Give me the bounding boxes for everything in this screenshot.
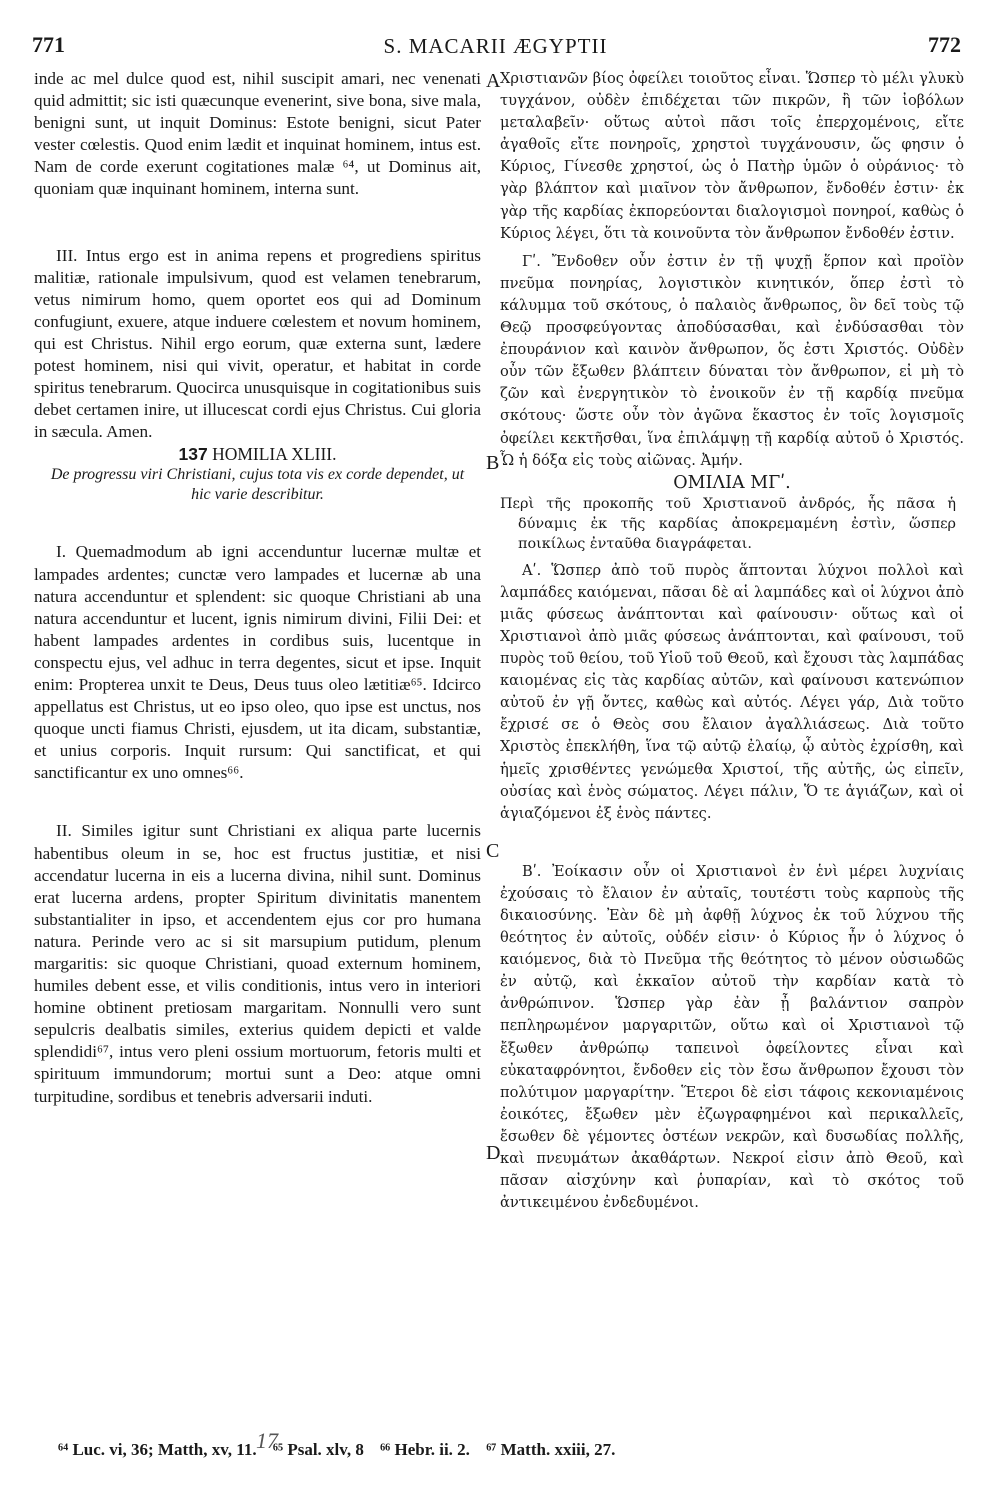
latin-paragraph-1: inde ac mel dulce quod est, nihil suscipit amari, nec venenati quid admittit; sic isti quæcunque evenerint, sive bona, sive mala, benigni sunt, ut inquit Dominus: Estote benigni, sicut Pater vester cœlestis. Quod enim lædit et inquinat hominem, intus est. Nam de corde exerunt cogitationes malæ ⁶⁴, ut Dominus ait, quoniam quæ inquinant hominem, interna sunt. xyxy=(34,69,481,199)
footnotes xyxy=(58,1440,958,1460)
greek-paragraph-1: Χριστιανῶν βίος ὀφείλει τοιοῦτος εἶναι. Ὥσπερ τὸ μέλι γλυκὺ τυγχάνον, οὐδὲν ἐπιδέχεται τῶν πικρῶν, ἢ τῶν ἰοβόλων μεταλαβεῖν· οὕτως αὐτοὶ πᾶσι τοῖς ἐπερχομένοις, εἴτε ἀγαθοῖς εἴτε πονηροῖς, χρηστοὶ τυγχάνουσιν, ὥς φησιν ὁ Κύριος, Γίνεσθε χρηστοί, ὡς ὁ Πατὴρ ὑμῶν ὁ οὐράνιος· τὸ γὰρ βλάπτον καὶ μιαῖνον τὸν ἄνθρωπον, ἔνδοθέν ἐστιν· ἐκ γὰρ τῆς καρδίας ἐκπορεύονται διαλογισμοὶ πονηροί, καθὼς ὁ Κύριος λέγει, ὅτι τὰ κοινοῦντα τὸν ἄνθρωπον ἔνδοθέν ἐστιν. xyxy=(500,70,964,242)
margin-letter-c: C xyxy=(486,840,500,862)
margin-letter-d: D xyxy=(486,1142,501,1164)
latin-homily-subtitle: De progressu viri Christiani, cujus tota vis ex corde dependet, ut hic varie describitur. xyxy=(50,466,465,504)
latin-homily-heading: HOMILIA XLIII. xyxy=(212,444,337,465)
footnote-66: ⁶⁶ Hebr. ii. 2. xyxy=(380,1440,470,1459)
page-number-left: 771 xyxy=(32,32,65,57)
page-number-right: 772 xyxy=(928,32,961,57)
page-header xyxy=(0,32,991,62)
homily-number: 137 xyxy=(178,444,208,465)
latin-homily-title xyxy=(34,443,481,465)
greek-homily-subtitle: Περὶ τῆς προκοπῆς τοῦ Χριστιανοῦ ἀνδρός, ἧς πᾶσα ἡ δύναμις ἐκ τῆς καρδίας ἀποκρεμαμένη ἐστὶν, ὥσπερ ποικίλως ἐνταῦθα διαγράφεται. xyxy=(500,495,956,552)
margin-letter-a: A xyxy=(486,70,501,92)
greek-column xyxy=(500,68,964,1214)
footnote-67: ⁶⁷ Matth. xxiii, 27. xyxy=(486,1440,616,1459)
handwritten-mark: 17 xyxy=(256,1428,278,1453)
margin-letter-b: B xyxy=(486,452,500,474)
latin-paragraph-3: I. Quemadmodum ab igni accenduntur lucernæ multæ et lampades ardentes; cunctæ vero lampades et lucernæ ab una natura accenduntur et splendent: sic quoque Christiani ab una natura accenduntur et lucent, ignis nimirum divini, Filii Dei: et habent lampades ardentes in cordibus suis, lucentque in conspectu ejus, vel adhuc in terra degentes, sicut et ipse. Inquit enim: Propterea unxit te Deus, Deus tuus oleo lætitiæ⁶⁵. Idcirco appellatus est Christus, ut eo ipso oleo, quo ipse est unctus, nos quoque uncti fiamus Christi, ejusdem, ut ita dicam, substantiæ, et unius corporis. Inquit rursum: Qui sanctificat, et qui sanctificantur ex uno omnes⁶⁶. xyxy=(34,542,481,783)
footnote-65: ⁶⁵ Psal. xlv, 8 xyxy=(272,1440,364,1459)
greek-paragraph-3: Αʹ. Ὥσπερ ἀπὸ τοῦ πυρὸς ἅπτονται λύχνοι πολλοὶ καὶ λαμπάδες καιόμεναι, πᾶσαι δὲ αἱ λαμπάδες καὶ οἱ λύχνοι ἀπὸ μιᾶς φύσεως ἀνάπτονται καὶ φαίνουσιν· οὕτως καὶ οἱ Χριστιανοὶ ἀπὸ μιᾶς φύσεως ἀνάπτονται, καὶ φαίνουσι, τοῦ πυρὸς τοῦ θείου, τοῦ Υἱοῦ τοῦ Θεοῦ, καὶ ἔχουσι τὰς λαμπάδας καιομένας εἰς τὰς καρδίας αὐτῶν, καὶ φαίνουσι κατενώπιον αὐτοῦ ἐν γῇ ὄντες, καθὼς καὶ αὐτός. Λέγει γάρ, Διὰ τοῦτο ἔχρισέ σε ὁ Θεὸς σου ἔλαιον ἀγαλλιάσεως. Διὰ τοῦτο Χριστὸς ἐπεκλήθη, ἵνα τῷ αὐτῷ ἐλαίῳ, ᾧ αὐτὸς ἐχρίσθη, καὶ ἡμεῖς χρισθέντες γενώμεθα Χριστοί, τῆς αὐτῆς, ὡς εἰπεῖν, οὐσίας καὶ ἑνὸς σώματος. Λέγει πάλιν, Ὅ τε ἁγιάζων, καὶ οἱ ἁγιαζόμενοι ἐξ ἑνὸς πάντες. xyxy=(500,561,964,822)
latin-paragraph-4: II. Similes igitur sunt Christiani ex aliqua parte lucernis habentibus oleum in se, hoc est fructus justitiæ, et nisi accendatur lucerna in eis a lucerna divina, nihil sunt. Dominus erat lucerna ardens, propter Spiritum divinitatis manentem substantialiter in ipso, et accendentem ejus cor pro humana natura. Perinde vero ac si sit marsupium putidum, plenum margaritis: sic quoque Christiani, quoad externum hominem, humiles debent esse, et vilis conditionis, intus vero in interiori homine obtinent pretiosam margaritam. Nonnulli vero sunt sepulcris dealbatis similes, exterius quidem depicti et valde splendidi⁶⁷, intus vero pleni ossium mortuorum, fetoris multi et spirituum immundorum; mortui sunt a Deo: atque omni turpitudine, sordibus et tenebris adversarii induti. xyxy=(34,821,481,1106)
running-title: S. MACARII ÆGYPTII xyxy=(383,34,608,58)
latin-column xyxy=(34,68,481,1108)
latin-paragraph-2: III. Intus ergo est in anima repens et progrediens spiritus malitiæ, rationale impulsivum, quod est velamen tenebrarum, vetus nimirum homo, quem oportet eos qui ad Dominum confugiunt, exuere, atque induere cœlestem et novum hominem, qui est Christus. Nihil ergo eorum, quæ externa sunt, lædere potest hominem, nisi qui vivit, operatur, et habitat in corde spiritus tenebrarum. Quocirca unusquisque in cogitationibus suis debet certamen inire, ut illucescat cordi ejus Christus. Cui gloria in sæcula. Amen. xyxy=(34,245,481,442)
greek-homily-title: ΟΜΙΛΙΑ ΜΓʹ. xyxy=(673,472,791,493)
greek-paragraph-2: Γʹ. Ἔνδοθεν οὖν ἐστιν ἐν τῇ ψυχῇ ἕρπον καὶ προϊὸν πνεῦμα πονηρίας, λογιστικὸν κινητικόν, ὅπερ ἐστὶ τὸ κάλυμμα τοῦ σκότους, ὁ παλαιὸς ἄνθρωπος, ὃν δεῖ τοὺς τῷ Θεῷ προσφεύγοντας ἀποδύσασθαι, καὶ ἐνδύσασθαι τὸν ἐπουράνιον καὶ καινὸν ἄνθρωπον, ὅς ἐστι Χριστός. Οὐδὲν οὖν τῶν ἔξωθεν βλάπτειν δύναται τὸν ἄνθρωπον, εἰ μὴ τὸ ζῶν καὶ ἐνεργητικὸν τὸ ἐνοικοῦν ἐν τῇ καρδίᾳ πνεῦμα σκότους· ὥστε οὖν τὸν ἀγῶνα ἕκαστος ἐν τοῖς λογισμοῖς ὀφείλει κεκτῆσθαι, ἵνα ἐπιλάμψῃ τῇ καρδίᾳ αὐτοῦ ὁ Χριστός. Ὧ ἡ δόξα εἰς τοὺς αἰῶνας. Ἀμήν. xyxy=(500,252,964,469)
footnote-64: ⁶⁴ Luc. vi, 36; Matth, xv, 11. xyxy=(58,1440,257,1459)
greek-paragraph-4: Βʹ. Ἐοίκασιν οὖν οἱ Χριστιανοὶ ἐν ἑνὶ μέρει λυχνίαις ἐχούσαις τὸ ἔλαιον ἐν αὐταῖς, τουτέστι τοὺς καρποὺς τῆς δικαιοσύνης. Ἐὰν δὲ μὴ ἀφθῇ λύχνος ἐκ τοῦ λύχνου τῆς θεότητος ἐν αὐτοῖς, οὐδέν εἰσιν· ὁ Κύριος ἦν ὁ λύχνος ὁ καιόμενος, διὰ τὸ Πνεῦμα τῆς θεότητος τὸ μένον οὐσιωδῶς ἐν αὐτῷ, καὶ ἐκκαῖον αὐτοῦ τὴν καρδίαν κατὰ τὸ ἀνθρώπινον. Ὥσπερ γὰρ ἐὰν ᾖ βαλάντιον σαπρὸν πεπληρωμένον μαργαριτῶν, οὕτω καὶ οἱ Χριστιανοὶ τῷ ἔξωθεν ἀνθρώπῳ ταπεινοὶ ὀφείλοντες εἶναι καὶ εὐκαταφρόνητοι, ἔνδοθεν εἰς τὸν ἔσω ἄνθρωπον ἔχουσι τὸν πολύτιμον μαργαρίτην. Ἕτεροι δὲ εἰσι τάφοις κεκονιαμένοις ἐοικότες, ἔξωθεν μὲν ἐζωγραφημένοι καὶ περικαλλεῖς, ἔσωθεν δὲ γέμοντες ὀστέων νεκρῶν, καὶ δυσωδίας πολλῆς, καὶ πνευμάτων ἀκαθάρτων. Νεκροί εἰσιν ἀπὸ Θεοῦ, καὶ πᾶσαν αἰσχύνην καὶ ῥυπαρίαν, καὶ τὸ σκότος τοῦ ἀντικειμένου ἐνδεδυμένοι. xyxy=(500,862,964,1212)
